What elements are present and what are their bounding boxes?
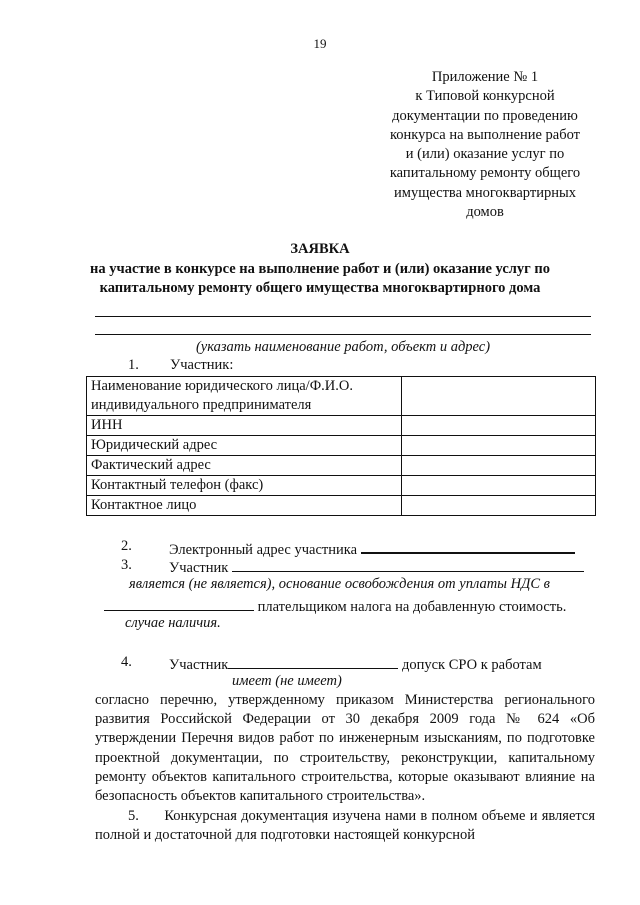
fill-in-hint: (указать наименование работ, объект и адрес) <box>195 339 491 355</box>
table-cell-label: Фактический адрес <box>87 456 402 476</box>
table-cell-label: ИНН <box>87 416 402 436</box>
page-number: 19 <box>313 36 327 51</box>
appendix-note <box>370 68 600 222</box>
item-number: 5. <box>128 808 139 824</box>
table-row <box>87 496 596 516</box>
vat-note: является (не является), основание освобождения от уплаты НДС в <box>129 576 550 592</box>
table-cell-value[interactable] <box>402 456 596 476</box>
item-label: Электронный адрес участника <box>169 542 358 558</box>
fill-in-line[interactable] <box>95 334 591 335</box>
item-1 <box>128 357 233 374</box>
appendix-line: документации по проведению <box>392 107 578 124</box>
label-line: Наименование юридического лица/Ф.И.О. <box>91 378 353 394</box>
item-number: 2. <box>121 538 132 554</box>
title-heading: ЗАЯВКА <box>290 241 350 257</box>
appendix-line: и (или) оказание услуг по <box>405 146 565 163</box>
item-5 <box>95 807 595 845</box>
item-2-text <box>169 538 575 559</box>
table-row <box>87 377 596 416</box>
appendix-line: к Типовой конкурсной <box>415 88 555 105</box>
item-2 <box>121 538 132 555</box>
appendix-line: имущества многоквартирных <box>394 184 576 201</box>
appendix-line: Приложение № 1 <box>431 69 539 85</box>
item-4-paragraph: согласно перечню, утвержденному приказом Министерства регионального развития Российской Федерации от 30 декабря 2009 года № 624 «Об утверждении Перечня видов работ по инженерным изысканиям, по подготовке проектной документации, по строительству, реконструкции, капитальному ремонту объектов капитального строительства, которые оказывают влияние на безопасность объектов капитального строительства». <box>95 692 595 805</box>
table-row <box>87 476 596 496</box>
table-cell-label <box>87 377 402 416</box>
table-cell-value[interactable] <box>402 476 596 496</box>
label-line: индивидуального предпринимателя <box>91 397 312 413</box>
item-label: Участник: <box>170 357 234 373</box>
vat-text: плательщиком налога на добавленную стоимость. <box>257 599 567 615</box>
table-cell-label: Контактное лицо <box>87 496 402 516</box>
table-row <box>87 436 596 456</box>
sro-text: допуск СРО к работам <box>401 657 542 673</box>
table-cell-value[interactable] <box>402 496 596 516</box>
table-cell-value[interactable] <box>402 416 596 436</box>
item-label: Участник <box>169 560 229 576</box>
sro-fill-line[interactable] <box>228 654 398 669</box>
item-3-text <box>169 557 584 577</box>
fill-in-line[interactable] <box>95 316 591 317</box>
title-line: капитальному ремонту общего имущества многоквартирного дома <box>99 280 541 296</box>
participant-table <box>86 376 596 516</box>
appendix-line: конкурса на выполнение работ <box>389 126 581 143</box>
item-number: 1. <box>128 357 139 373</box>
vat-line <box>104 596 566 616</box>
item-3 <box>121 557 132 574</box>
table-cell-value[interactable] <box>402 436 596 456</box>
item-5-text: Конкурсная документация изучена нами в полном объеме и является полной и достаточной для подготовки настоящей конкурсной <box>95 808 596 844</box>
appendix-line: домов <box>466 204 504 221</box>
item-number: 4. <box>121 654 132 670</box>
title-line: на участие в конкурсе на выполнение работ и (или) оказание услуг по <box>90 260 550 277</box>
table-cell-label: Юридический адрес <box>87 436 402 456</box>
table-row <box>87 416 596 436</box>
participant-fill-line[interactable] <box>232 557 584 572</box>
table-cell-value[interactable] <box>402 377 596 416</box>
appendix-line: капитальному ремонту общего <box>389 165 581 182</box>
item-4-text <box>169 654 542 674</box>
item-4 <box>121 654 132 671</box>
table-row <box>87 456 596 476</box>
item-label: Участник <box>169 657 229 673</box>
item-number: 3. <box>121 557 132 573</box>
case-note: случае наличия. <box>125 615 221 631</box>
sro-note: имеет (не имеет) <box>232 673 342 689</box>
email-fill-line[interactable] <box>361 538 575 554</box>
vat-basis-fill-line[interactable] <box>104 596 254 611</box>
document-title <box>60 240 580 299</box>
table-cell-label: Контактный телефон (факс) <box>87 476 402 496</box>
